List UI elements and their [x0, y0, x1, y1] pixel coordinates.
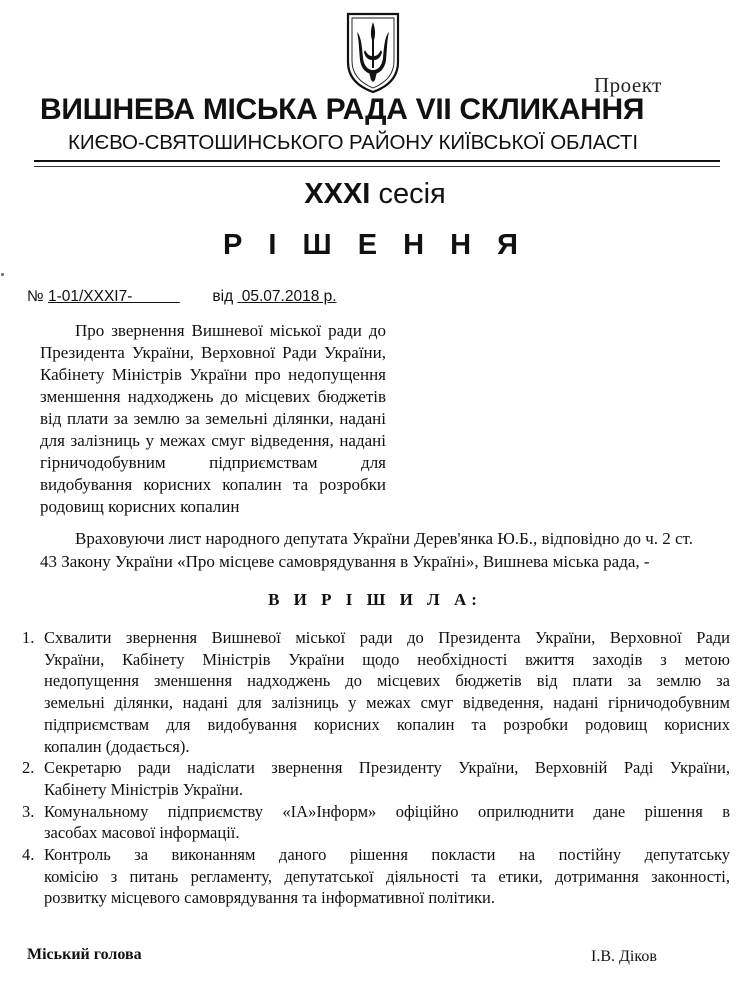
- item-line: недопущення зменшення надходжень до місцевих бюджетів від плати за землю за: [44, 671, 730, 691]
- resolved-heading: В И Р І Ш И Л А:: [268, 590, 482, 609]
- decision-date-value: 05.07.2018 р.: [241, 288, 337, 305]
- subject-line: гірничодобувним підприємствам для: [40, 453, 386, 472]
- item-line: Комунальному підприємству «ІА»Інформ» офіційно оприлюднити дане рішення в: [44, 801, 730, 821]
- session-number: XXXI: [304, 178, 371, 210]
- item-line: Кабінету Міністрів України.: [44, 779, 243, 799]
- resolution-item: [22, 844, 730, 909]
- subject-line: видобування корисних копалин та розробки: [40, 475, 386, 494]
- document-title: Р І Ш Е Н Н Я: [223, 229, 527, 261]
- subject-line: родовищ корисних копалин: [40, 497, 240, 516]
- header-rule-thin: [34, 166, 720, 167]
- district-name: КИЄВО-СВЯТОШИНСЬКОГО РАЙОНУ КИЇВСЬКОЇ ОБЛАСТІ: [68, 131, 638, 154]
- signature-name: І.В. Діков: [591, 948, 657, 965]
- subject-line: Про звернення Вишневої міської ради до: [75, 321, 386, 340]
- resolution-item: [22, 757, 730, 800]
- council-name: ВИШНЕВА МІСЬКА РАДА VII СКЛИКАННЯ: [40, 93, 645, 126]
- item-number: 2.: [22, 758, 35, 778]
- trident-coat-of-arms-icon: [343, 10, 403, 94]
- number-prefix: №: [27, 288, 44, 305]
- item-line: Контроль за виконанням даного рішення покласти на постійну депутатську: [44, 845, 730, 865]
- draft-label: Проект: [594, 73, 662, 97]
- item-number: 1.: [22, 628, 35, 647]
- subject-line: для залізниць у межах смуг відведення, надані: [40, 431, 386, 450]
- item-line: Схвалити звернення Вишневої міської ради до Президента України, Верховної Ради: [44, 628, 730, 647]
- preamble: [40, 527, 730, 573]
- resolution-items: [22, 627, 730, 909]
- item-line: комісію з питань регламенту, депутатської діяльності та етики, дотримання законності,: [44, 866, 730, 886]
- item-line: засобах масової інформації.: [44, 823, 240, 843]
- item-line: копалин (додається).: [44, 736, 190, 756]
- signature-title: Міський голова: [27, 946, 142, 963]
- session-heading: [0, 178, 750, 211]
- resolution-item: [22, 801, 730, 844]
- subject-line: зменшення надходжень до місцевих бюджетів: [40, 387, 386, 406]
- decision-number-line: [27, 288, 337, 306]
- item-line: Секретарю ради надіслати звернення Президенту України, Верховній Раді України,: [44, 758, 730, 778]
- decision-number: [48, 288, 180, 305]
- item-line: земельні ділянки, надані для залізниць у межах смуг відведення, надані гірничодобувним: [44, 693, 730, 713]
- subject-line: Кабінету Міністрів України про недопущення: [40, 365, 386, 384]
- preamble-line: Враховуючи лист народного депутата України Дерев'янка Ю.Б., відповідно до ч. 2 ст.: [75, 529, 693, 548]
- item-line: підприємствам для видобування корисних копалин та розробки родовищ корисних: [44, 714, 730, 734]
- resolution-item: [22, 627, 730, 757]
- item-line: України, Кабінету Міністрів України щодо необхідності вжиття заходів з метою: [44, 649, 730, 669]
- header-rule-thick: [34, 160, 720, 162]
- decision-number-value: 1-01/XXXI7-: [47, 288, 133, 305]
- scan-speck: [1, 273, 4, 276]
- item-number: 4.: [22, 845, 35, 865]
- date-prefix: від: [212, 288, 234, 305]
- decision-date: [237, 288, 336, 305]
- preamble-line: 43 Закону України «Про місцеве самоврядування в Україні», Вишнева міська рада, -: [40, 552, 650, 571]
- subject-line: від плати за землю за земельні ділянки, надані: [40, 409, 386, 428]
- item-number: 3.: [22, 801, 35, 821]
- subject-line: Президента України, Верховної Ради України,: [40, 343, 386, 362]
- item-line: розвитку місцевого самоврядування та інформативної політики.: [44, 888, 496, 908]
- decision-subject: [40, 320, 386, 518]
- session-word: сесія: [378, 178, 446, 210]
